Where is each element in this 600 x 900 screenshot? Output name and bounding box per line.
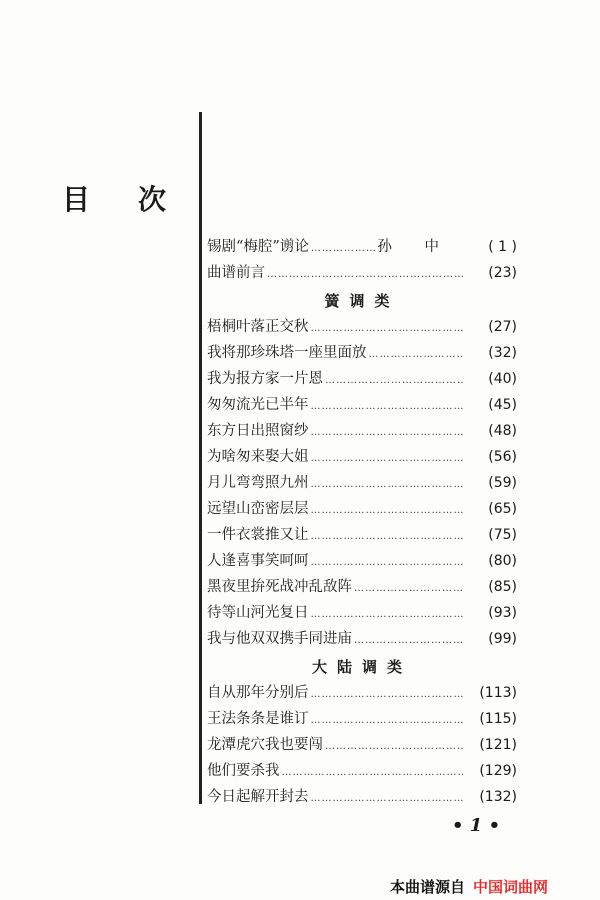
entry-page: ( 1 ) xyxy=(488,239,517,255)
leader-dots xyxy=(311,243,376,254)
entry-title: 我将那珍珠塔一座里面放 xyxy=(207,345,367,361)
entry-page: (129) xyxy=(479,763,517,779)
toc-entry xyxy=(207,393,517,419)
entry-title: 他们要杀我 xyxy=(207,763,280,779)
entry-page: (32) xyxy=(488,345,517,361)
entry-page: (59) xyxy=(488,475,517,491)
toc-heading xyxy=(62,178,166,218)
toc-entry xyxy=(207,681,517,707)
leader-dots xyxy=(311,427,464,438)
toc-entry xyxy=(207,707,517,733)
entry-title: 黑夜里拚死战冲乱敌阵 xyxy=(207,579,352,595)
entry-title: 匆匆流光已半年 xyxy=(207,397,309,413)
toc-entry xyxy=(207,627,517,653)
toc-entry xyxy=(207,785,517,811)
toc-entry xyxy=(207,341,517,367)
section-heading-huang: 簧调类 xyxy=(324,292,400,310)
entry-page: (45) xyxy=(488,397,517,413)
entry-page: (99) xyxy=(488,631,517,647)
leader-dots xyxy=(325,741,463,752)
toc-entry xyxy=(207,261,517,287)
toc-entry xyxy=(207,549,517,575)
site-link[interactable]: 中国词曲网 xyxy=(473,878,549,896)
table-of-contents xyxy=(207,235,517,811)
entry-title: 远望山峦密层层 xyxy=(207,501,309,517)
entry-title: 曲谱前言 xyxy=(207,265,265,281)
toc-entry xyxy=(207,445,517,471)
toc-entry xyxy=(207,419,517,445)
entry-page: (23) xyxy=(488,265,517,281)
entry-title: 东方日出照窗纱 xyxy=(207,423,309,439)
page-number: • 1 • xyxy=(452,815,501,836)
entry-title: 锡剧“梅腔”谫论 xyxy=(207,239,309,255)
leader-dots xyxy=(311,609,464,620)
leader-dots xyxy=(311,715,464,726)
toc-entry xyxy=(207,471,517,497)
entry-page: (40) xyxy=(488,371,517,387)
entry-page: (121) xyxy=(479,737,517,753)
leader-dots xyxy=(311,479,464,490)
leader-dots xyxy=(267,269,463,280)
entry-author: 孙 中 xyxy=(377,239,453,255)
leader-dots xyxy=(311,505,464,516)
entry-title: 为啥匆来娶大姐 xyxy=(207,449,309,465)
entry-title: 月儿弯弯照九州 xyxy=(207,475,309,491)
entry-page: (56) xyxy=(488,449,517,465)
toc-entry xyxy=(207,235,517,261)
entry-title: 待等山河光复日 xyxy=(207,605,309,621)
entry-page: (65) xyxy=(488,501,517,517)
leader-dots xyxy=(311,323,464,334)
leader-dots xyxy=(325,375,463,386)
leader-dots xyxy=(354,583,463,594)
toc-entry xyxy=(207,367,517,393)
leader-dots xyxy=(311,689,464,700)
leader-dots xyxy=(311,557,464,568)
entry-title: 龙潭虎穴我也要闯 xyxy=(207,737,323,753)
section-heading-dalu: 大陆调类 xyxy=(311,658,412,676)
entry-title: 我为报方家一片恩 xyxy=(207,371,323,387)
toc-entry xyxy=(207,523,517,549)
toc-entry xyxy=(207,759,517,785)
entry-page: (48) xyxy=(488,423,517,439)
entry-title: 自从那年分别后 xyxy=(207,685,309,701)
vertical-divider xyxy=(199,112,202,804)
source-text: 本曲谱源自 xyxy=(390,878,466,896)
leader-dots xyxy=(369,349,464,360)
leader-dots xyxy=(311,401,464,412)
toc-entry xyxy=(207,315,517,341)
entry-page: (75) xyxy=(488,527,517,543)
toc-entry xyxy=(207,575,517,601)
entry-page: (115) xyxy=(479,711,517,727)
source-footer xyxy=(390,876,595,897)
leader-dots xyxy=(282,767,464,778)
entry-page: (85) xyxy=(488,579,517,595)
entry-page: (132) xyxy=(479,789,517,805)
entry-title: 人逢喜事笑呵呵 xyxy=(207,553,309,569)
entry-page: (27) xyxy=(488,319,517,335)
entry-page: (93) xyxy=(488,605,517,621)
leader-dots xyxy=(354,635,463,646)
heading-char-2: 次 xyxy=(138,183,167,216)
entry-title: 梧桐叶落正交秋 xyxy=(207,319,309,335)
toc-entry xyxy=(207,733,517,759)
entry-page: (80) xyxy=(488,553,517,569)
toc-entry xyxy=(207,601,517,627)
entry-title: 王法条条是谁订 xyxy=(207,711,309,727)
heading-char-1: 目 xyxy=(62,183,91,216)
leader-dots xyxy=(311,453,464,464)
entry-title: 今日起解开封去 xyxy=(207,789,309,805)
toc-entry xyxy=(207,497,517,523)
entry-page: (113) xyxy=(479,685,517,701)
entry-title: 一件衣裳推又让 xyxy=(207,527,309,543)
leader-dots xyxy=(311,531,464,542)
leader-dots xyxy=(311,793,464,804)
entry-title: 我与他双双携手同进庙 xyxy=(207,631,352,647)
